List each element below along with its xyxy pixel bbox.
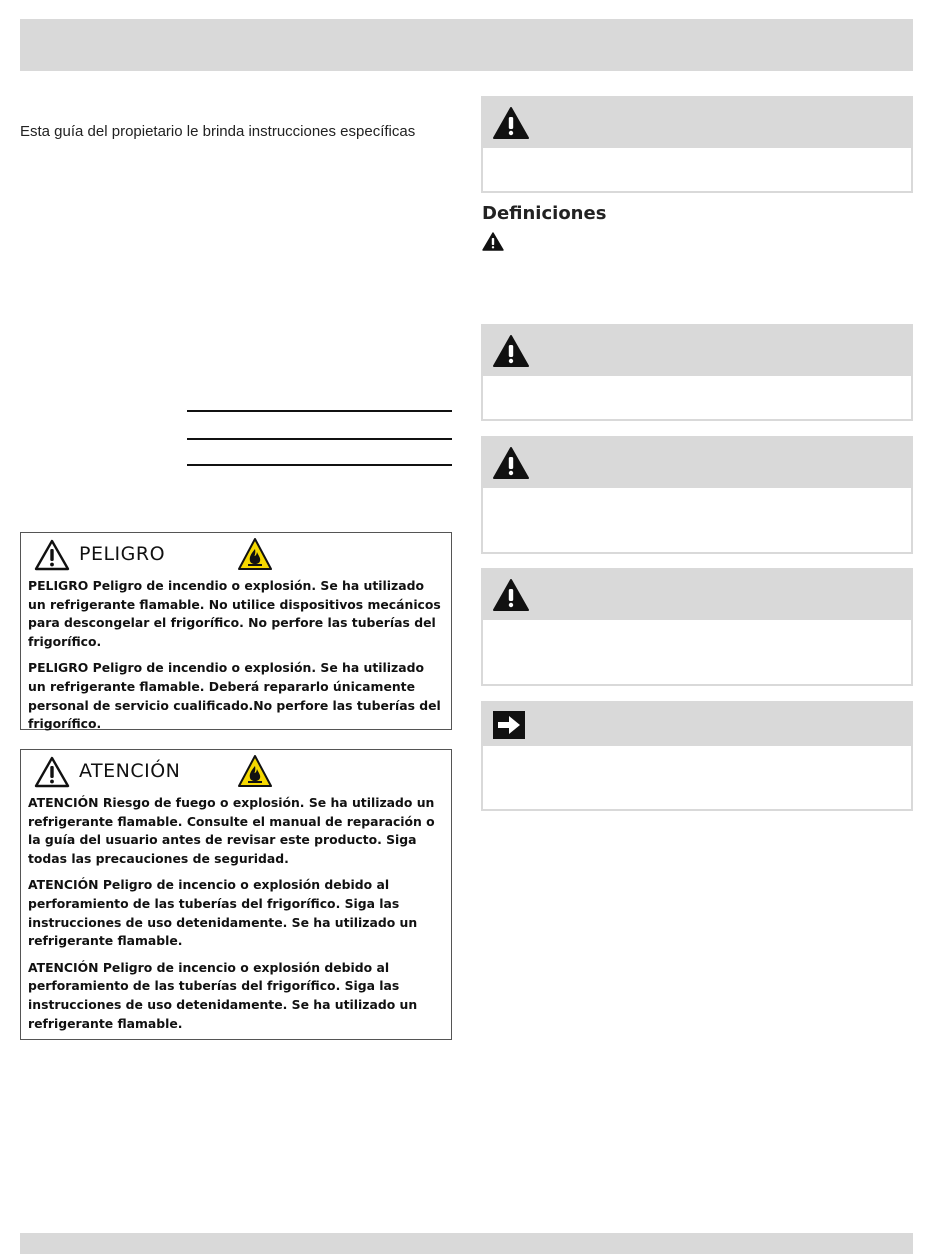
- danger-label-header: [21, 533, 451, 577]
- warning-triangle-icon: [492, 106, 530, 140]
- warning-triangle-icon: [482, 232, 504, 251]
- danger-label: [20, 532, 452, 730]
- warning-outline-icon: [34, 756, 70, 788]
- notice-box-2: [481, 324, 913, 421]
- caution-label-header: [21, 750, 451, 794]
- warning-outline-icon: [34, 539, 70, 571]
- flammable-hazard-icon: [237, 537, 273, 571]
- arrow-right-icon: [492, 710, 526, 740]
- notice-box-4: [481, 568, 913, 686]
- warning-triangle-icon: [492, 446, 530, 480]
- notice-box-5: [481, 701, 913, 811]
- intro-text: Esta guía del propietario le brinda instrucciones específicas: [20, 123, 416, 140]
- notice-box-1-header: [483, 98, 911, 148]
- notice-box-4-header: [483, 570, 911, 620]
- blank-line-2: [187, 438, 452, 440]
- notice-box-5-header: [483, 703, 911, 746]
- blank-line-1: [187, 410, 452, 412]
- caution-paragraph-1: ATENCIÓN Riesgo de fuego o explosión. Se ha utilizado un refrigerante flamable. Consulte el manual de reparación o la guía del usuario antes de revisar este producto. Siga todas las precauciones de seguridad.: [28, 795, 435, 866]
- caution-paragraph-3: ATENCIÓN Peligro de incencio o explosión debido al perforamiento de las tuberías del frigorífico. Siga las instrucciones de uso detenidamente. Se ha utilizado un refrigerante flamable.: [28, 959, 418, 1031]
- caution-label: [20, 749, 452, 1040]
- footer-bar: [20, 1233, 913, 1254]
- notice-box-3: [481, 436, 913, 554]
- warning-triangle-icon: [492, 578, 530, 612]
- definitions-heading: Definiciones: [482, 203, 607, 224]
- header-bar: [20, 19, 913, 71]
- caution-label-text: [21, 794, 451, 1033]
- danger-label-text: [21, 577, 451, 734]
- danger-paragraph-1: PELIGRO Peligro de incendio o explosión. Se ha utilizado un refrigerante flamable. No utilice dispositivos mecánicos para descongelar el frigorífico. No perfore las tuberías del frigorífico.: [28, 578, 441, 649]
- blank-line-3: [187, 464, 452, 466]
- warning-triangle-icon: [492, 334, 530, 368]
- danger-label-title: PELIGRO: [79, 543, 166, 565]
- notice-box-1: [481, 96, 913, 193]
- flammable-hazard-icon: [237, 754, 273, 788]
- caution-label-title: ATENCIÓN: [79, 760, 181, 782]
- danger-paragraph-2: PELIGRO Peligro de incendio o explosión. Se ha utilizado un refrigerante flamable. Deberá repararlo únicamente personal de servicio cualificado.No perfore las tuberías del frigorífico.: [28, 660, 441, 732]
- notice-box-3-header: [483, 438, 911, 488]
- caution-paragraph-2: ATENCIÓN Peligro de incencio o explosión debido al perforamiento de las tuberías del frigorífico. Siga las instrucciones de uso detenidamente. Se ha utilizado un refrigerante flamable.: [28, 877, 418, 949]
- notice-box-2-header: [483, 326, 911, 376]
